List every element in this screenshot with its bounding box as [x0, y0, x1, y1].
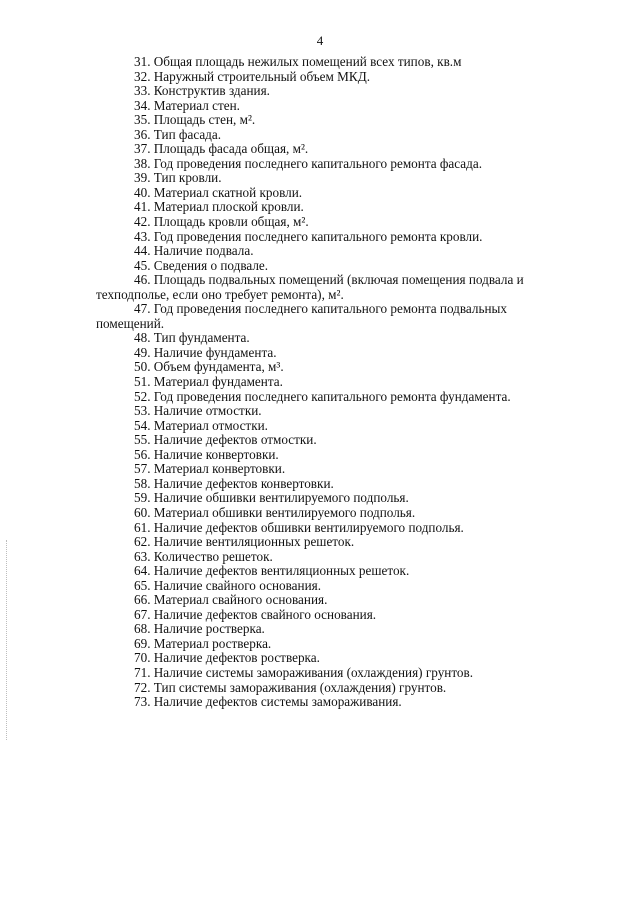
- list-item: [96, 273, 604, 302]
- list-item: [96, 448, 604, 463]
- list-item: [96, 462, 604, 477]
- list-item: [96, 593, 604, 608]
- list-item-number: 57.: [134, 461, 151, 477]
- list-item-text: Материал скатной кровли.: [153, 184, 303, 200]
- list-item: [96, 99, 604, 114]
- list-item-number: 54.: [134, 417, 151, 433]
- list-item-text: Сведения о подвале.: [153, 257, 269, 273]
- list-item-text: Наличие ростверка.: [153, 621, 265, 637]
- list-item-number: 40.: [134, 184, 151, 200]
- list-item-number: 36.: [134, 126, 151, 142]
- list-item-text: Наличие фундамента.: [153, 344, 277, 360]
- list-item-text: Наличие дефектов ростверка.: [153, 650, 320, 666]
- list-item-text: Тип кровли.: [153, 170, 222, 186]
- list-item: [96, 681, 604, 696]
- list-item-text: Площадь фасада общая, м².: [153, 141, 309, 157]
- list-item: [96, 521, 604, 536]
- list-item-number: 41.: [134, 199, 151, 215]
- list-item-number: 68.: [134, 621, 151, 637]
- list-item-number: 39.: [134, 170, 151, 186]
- list-item-number: 65.: [134, 577, 151, 593]
- list-item-text: Наличие конвертовки.: [153, 446, 279, 462]
- list-item: [96, 230, 604, 245]
- list-item-number: 56.: [134, 446, 151, 462]
- list-item-number: 42.: [134, 214, 151, 230]
- list-item-number: 73.: [134, 694, 151, 710]
- list-item-text: Материал плоской кровли.: [153, 199, 304, 215]
- list-item-text: Наличие дефектов системы замораживания.: [153, 694, 402, 710]
- list-item-text: Материал стен.: [153, 97, 240, 113]
- list-item-number: 58.: [134, 475, 151, 491]
- list-item: [96, 70, 604, 85]
- list-item: [96, 55, 604, 70]
- list-item-text: Наличие дефектов свайного основания.: [153, 606, 377, 622]
- list-item-number: 31.: [134, 54, 151, 69]
- list-item: [96, 142, 604, 157]
- list-item: [96, 535, 604, 550]
- list-item-text: Материал свайного основания.: [153, 592, 328, 608]
- list-item-text: Материал конвертовки.: [153, 461, 286, 477]
- list-item: [96, 215, 604, 230]
- list-item: [96, 550, 604, 565]
- list-item-number: 44.: [134, 243, 151, 259]
- list-item-number: 47.: [134, 301, 151, 317]
- list-item-text: Тип фасада.: [153, 126, 222, 142]
- list-item-text: Общая площадь нежилых помещений всех типов, кв.м: [153, 54, 462, 69]
- list-item-number: 50.: [134, 359, 151, 375]
- list-item-continuation: помещений.: [96, 315, 165, 331]
- list-item-text: Наружный строительный объем МКД.: [153, 68, 370, 84]
- list-item-text: Наличие системы замораживания (охлаждения) грунтов.: [153, 664, 474, 680]
- list-item-text: Наличие дефектов вентиляционных решеток.: [153, 563, 410, 579]
- list-item-text: Материал ростверка.: [153, 635, 272, 651]
- list-item-text: Площадь кровли общая, м².: [153, 214, 309, 230]
- list-item: [96, 608, 604, 623]
- list-item-continuation: техподполье, если оно требует ремонта), м².: [96, 286, 344, 302]
- list-item-text: Материал обшивки вентилируемого подполья.: [153, 504, 416, 520]
- list-item: [96, 259, 604, 274]
- list-item-number: 53.: [134, 403, 151, 419]
- list-item-number: 46.: [134, 272, 151, 288]
- list-item: [96, 622, 604, 637]
- list-item-text: Количество решеток.: [153, 548, 273, 564]
- list-item: [96, 695, 604, 710]
- list-item: [96, 651, 604, 666]
- list-item: [96, 346, 604, 361]
- list-item-number: 63.: [134, 548, 151, 564]
- list-item: [96, 390, 604, 405]
- list-item-number: 49.: [134, 344, 151, 360]
- list-item-text: Наличие подвала.: [153, 243, 254, 259]
- list-item-number: 67.: [134, 606, 151, 622]
- list-item-text: Год проведения последнего капитального ремонта кровли.: [153, 228, 483, 244]
- list-item-text: Материал отмостки.: [153, 417, 268, 433]
- list-item-text: Наличие дефектов конвертовки.: [153, 475, 334, 491]
- list-item-text: Тип фундамента.: [153, 330, 250, 346]
- item-list: [96, 55, 604, 710]
- list-item: [96, 113, 604, 128]
- list-item-text: Конструктив здания.: [153, 83, 270, 99]
- list-item: [96, 84, 604, 99]
- list-item-text: Площадь стен, м².: [153, 112, 256, 128]
- list-item: [96, 244, 604, 259]
- list-item-text: Наличие вентиляционных решеток.: [153, 534, 355, 550]
- list-item-number: 34.: [134, 97, 151, 113]
- list-item-number: 32.: [134, 68, 151, 84]
- list-item-text: Наличие отмостки.: [153, 403, 262, 419]
- list-item: [96, 564, 604, 579]
- list-item: [96, 375, 604, 390]
- list-item: [96, 360, 604, 375]
- list-item-number: 55.: [134, 432, 151, 448]
- list-item-number: 48.: [134, 330, 151, 346]
- list-item: [96, 506, 604, 521]
- list-item: [96, 404, 604, 419]
- list-item-text: Наличие дефектов отмостки.: [153, 432, 317, 448]
- list-item-text: Материал фундамента.: [153, 374, 283, 390]
- list-item-number: 33.: [134, 83, 151, 99]
- list-item: [96, 128, 604, 143]
- list-item-number: 61.: [134, 519, 151, 535]
- list-item-number: 52.: [134, 388, 151, 404]
- list-item-number: 70.: [134, 650, 151, 666]
- list-item-number: 72.: [134, 679, 151, 695]
- list-item: [96, 491, 604, 506]
- list-item-number: 43.: [134, 228, 151, 244]
- scan-edge-mark: [6, 540, 8, 740]
- list-item-text: Наличие обшивки вентилируемого подполья.: [153, 490, 409, 506]
- list-item: [96, 186, 604, 201]
- list-item-number: 69.: [134, 635, 151, 651]
- list-item: [96, 477, 604, 492]
- list-item-number: 59.: [134, 490, 151, 506]
- list-item-number: 71.: [134, 664, 151, 680]
- list-item: [96, 302, 604, 331]
- list-item-text: Год проведения последнего капитального ремонта фасада.: [153, 155, 483, 171]
- list-item-number: 38.: [134, 155, 151, 171]
- list-item-text: Тип системы замораживания (охлаждения) грунтов.: [153, 679, 447, 695]
- list-item-number: 60.: [134, 504, 151, 520]
- list-item: [96, 433, 604, 448]
- list-item-number: 51.: [134, 374, 151, 390]
- list-item-number: 45.: [134, 257, 151, 273]
- list-item: [96, 157, 604, 172]
- list-item: [96, 419, 604, 434]
- list-item: [96, 171, 604, 186]
- list-item: [96, 331, 604, 346]
- list-item-number: 66.: [134, 592, 151, 608]
- list-item: [96, 579, 604, 594]
- list-item-text: Наличие свайного основания.: [153, 577, 322, 593]
- list-item-number: 37.: [134, 141, 151, 157]
- list-item-text: Объем фундамента, м³.: [153, 359, 284, 375]
- page-number: 4: [316, 33, 324, 48]
- list-item-number: 64.: [134, 563, 151, 579]
- list-item-number: 62.: [134, 534, 151, 550]
- list-item: [96, 637, 604, 652]
- list-item: [96, 200, 604, 215]
- list-item-text: Площадь подвальных помещений (включая помещения подвала и: [153, 272, 524, 288]
- list-item-text: Наличие дефектов обшивки вентилируемого подполья.: [153, 519, 464, 535]
- list-item-text: Год проведения последнего капитального ремонта фундамента.: [153, 388, 511, 404]
- list-item-text: Год проведения последнего капитального ремонта подвальных: [153, 301, 508, 317]
- list-item: [96, 666, 604, 681]
- list-item-number: 35.: [134, 112, 151, 128]
